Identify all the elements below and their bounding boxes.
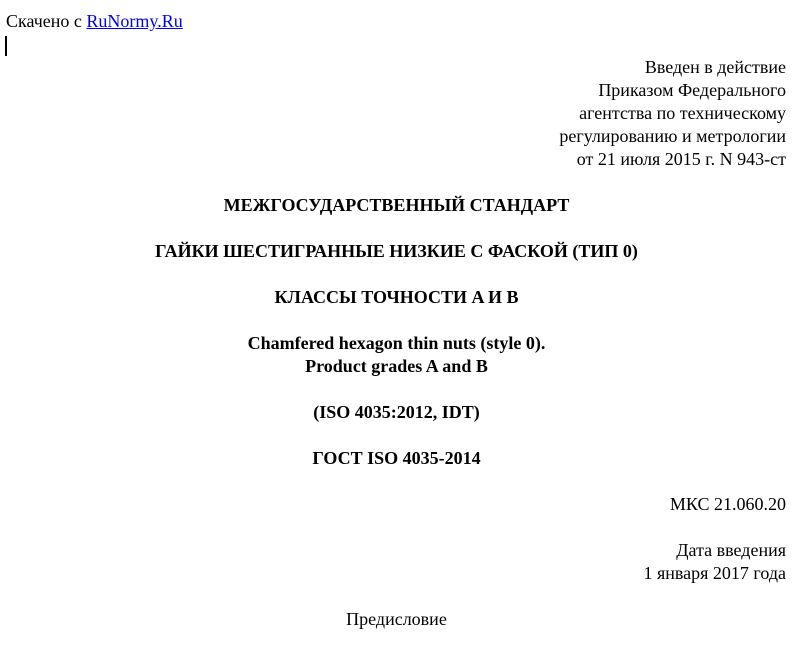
source-link[interactable]: RuNormy.Ru [86, 11, 183, 31]
enactment-line: Приказом Федерального [598, 80, 786, 100]
iso-reference: (ISO 4035:2012, IDT) [313, 402, 480, 422]
enactment-line: от 21 июля 2015 г. N 943-ст [576, 149, 786, 169]
source-prefix: Скачено с [6, 11, 87, 31]
introduction-date-label: Дата введения [676, 540, 786, 560]
mks-code: МКС 21.060.20 [669, 494, 786, 514]
gost-number: ГОСТ ISO 4035-2014 [312, 448, 481, 468]
standard-title-en-line2: Product grades A and B [305, 356, 488, 376]
enactment-line: регулированию и метрологии [559, 126, 786, 146]
preface-heading: Предисловие [346, 609, 447, 629]
enactment-line: Введен в действие [644, 57, 786, 77]
standard-title-ru: ГАЙКИ ШЕСТИГРАННЫЕ НИЗКИЕ С ФАСКОЙ (ТИП 0) [155, 241, 638, 261]
source-line [6, 10, 183, 33]
enactment-block [559, 56, 786, 171]
standard-title-en-line1: Chamfered hexagon thin nuts (style 0). [247, 333, 546, 353]
enactment-line: агентства по техническому [579, 103, 786, 123]
introduction-date-value: 1 января 2017 года [643, 563, 786, 583]
text-cursor [5, 36, 7, 56]
product-grades-ru: КЛАССЫ ТОЧНОСТИ A И B [274, 287, 519, 307]
standard-type-heading: МЕЖГОСУДАРСТВЕННЫЙ СТАНДАРТ [223, 195, 570, 215]
